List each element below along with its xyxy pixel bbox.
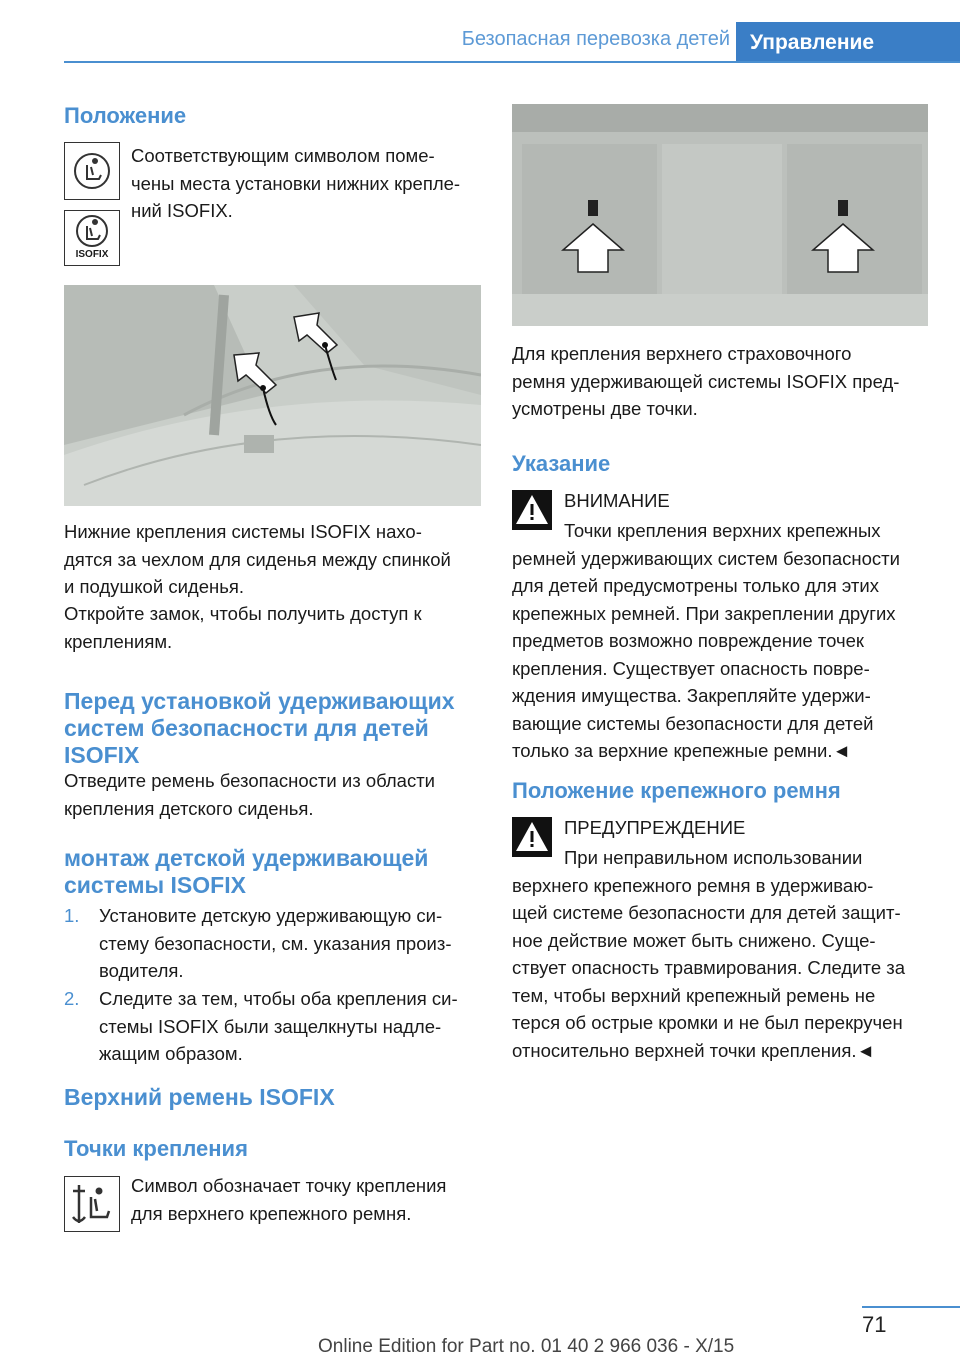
heading-top-tether: Верхний ремень ISOFIX — [64, 1084, 335, 1110]
child-seat-icon — [64, 142, 120, 200]
step-1-number: 1. — [64, 905, 80, 926]
section-tab[interactable]: Управление — [736, 22, 960, 63]
edition-note: Online Edition for Part no. 01 40 2 966 036 - X/15 — [318, 1336, 735, 1357]
anchor-points-text: Символ обозначает точку крепления для верхнего крепежного ремня. — [131, 1175, 447, 1224]
isofix-icon-label: ISOFIX — [75, 249, 109, 260]
heading-before-install: Перед установкой удерживающих систем безопасности для детей ISOFIX — [64, 688, 455, 768]
warning-title-attention: ВНИМАНИЕ — [564, 490, 670, 511]
page-number: 71 — [862, 1312, 887, 1337]
step-2-text: Следите за тем, чтобы оба крепления си- стемы ISOFIX были защелкнуты надле- жащим образом. — [99, 988, 458, 1064]
top-anchors-photo — [512, 104, 928, 326]
heading-strap-position: Положение крепежного ремня — [512, 778, 841, 803]
before-install-text: Отведите ремень безопасности из области крепления детского сиденья. — [64, 770, 436, 819]
step-1-text: Установите детскую удерживающую си- стему безопасности, см. указания произ- водителя. — [99, 905, 452, 981]
top-tether-anchor-icon — [64, 1176, 120, 1232]
warning-title-caution: ПРЕДУПРЕЖДЕНИЕ — [564, 817, 746, 838]
heading-note: Указание — [512, 451, 611, 476]
two-points-caption: Для крепления верхнего страховочного ремня удерживающей системы ISOFIX пред- усмотрены две точки. — [512, 343, 900, 419]
heading-position: Положение — [64, 103, 187, 128]
isofix-symbol-icon — [64, 210, 120, 266]
header-rule — [64, 61, 960, 63]
position-text: Соответствующим символом поме- чены места установки нижних крепле- ний ISOFIX. — [131, 145, 461, 221]
heading-anchor-points: Точки крепления — [64, 1136, 248, 1161]
open-lock-text: Откройте замок, чтобы получить доступ к креплениям. — [64, 603, 422, 652]
lower-anchors-photo — [64, 285, 481, 506]
step-2-number: 2. — [64, 988, 80, 1009]
heading-mounting: монтаж детской удерживающей системы ISOFIX — [64, 845, 429, 898]
lower-anchors-text: Нижние крепления системы ISOFIX нахо- дятся за чехлом для сиденья между спинкой и подушкой сиденья. — [64, 521, 451, 597]
warning-caution-text: При неправильном использовании верхнего крепежного ремня в удерживаю- щей системе безопасности для детей защит- ное действие может быть снижено. Суще- ствует опасность травмирования. Следите за тем, чтобы верхний крепежный ремень не терся об острые кромки и не был перекручен относительно верхней точки крепления.◄ — [512, 847, 906, 1061]
footer-rule — [862, 1306, 960, 1308]
warning-attention-text: Точки крепления верхних крепежных ремней удерживающих систем безопасности для детей предусмотрены только для этих крепежных ремней. При закреплении других предметов возможно повреждение точек крепления. Существует опасность повре- ждения имущества. Закрепляйте удержи- вающие системы безопасности для детей только за верхние крепежные ремни.◄ — [512, 520, 900, 761]
chapter-title: Безопасная перевозка детей — [461, 28, 730, 50]
